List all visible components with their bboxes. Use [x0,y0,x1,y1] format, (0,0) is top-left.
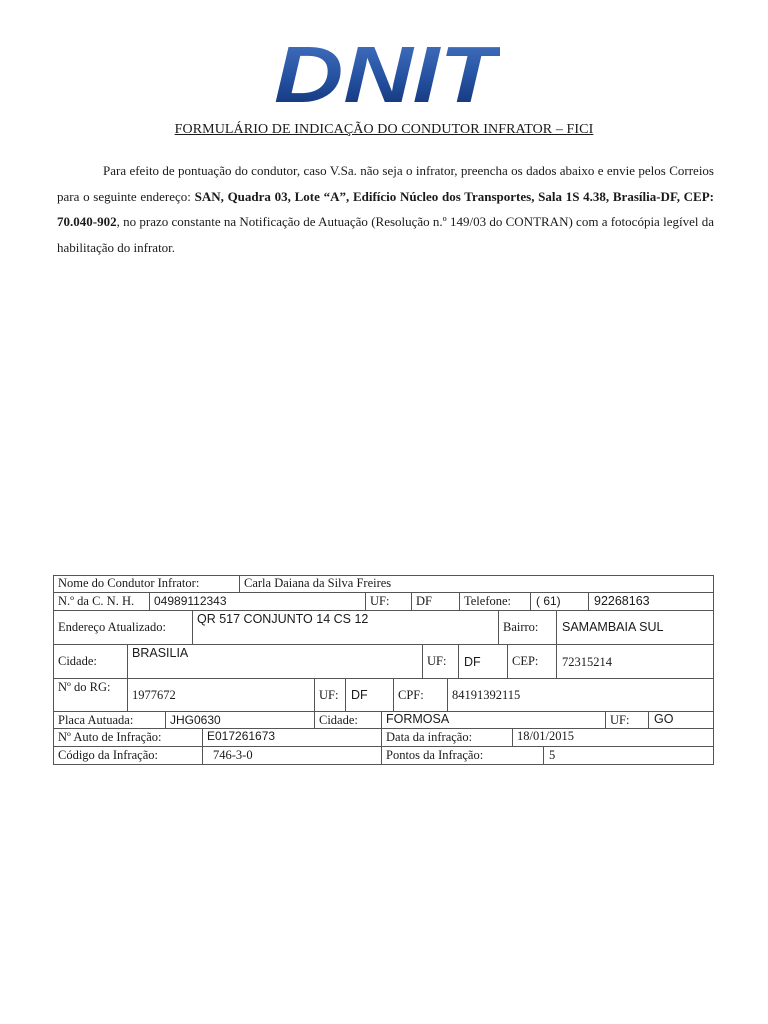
intro-text-2: , no prazo constante na Notificação de Autuação (Resolução n.º 149/03 do CONTRAN) com a fotocópia legível da habilitação do infrator. [57,214,714,255]
nome-field[interactable]: Carla Daiana da Silva Freires [244,576,392,590]
data-label: Data da infração: [386,730,473,744]
uf4-label: UF: [610,713,630,727]
pontos-field[interactable]: 5 [549,748,556,762]
uf1-label: UF: [370,594,390,608]
uf2-label: UF: [427,654,447,668]
telefone-label: Telefone: [464,594,512,608]
rg-field[interactable]: 1977672 [132,688,176,702]
intro-paragraph [57,158,714,260]
telefone-field[interactable]: 92268163 [594,594,650,608]
cpf-field[interactable]: 84191392115 [452,688,521,702]
endereco-field[interactable]: QR 517 CONJUNTO 14 CS 12 [197,612,369,626]
cep-field[interactable]: 72315214 [562,655,612,669]
cep-label: CEP: [512,654,539,668]
codigo-label: Código da Infração: [58,748,158,762]
endereco-label: Endereço Atualizado: [58,620,166,634]
uf3-label: UF: [319,688,339,702]
ddd-field[interactable]: ( 61) [536,594,561,608]
bairro-field[interactable]: SAMAMBAIA SUL [562,620,664,634]
nome-label: Nome do Condutor Infrator: [58,576,200,590]
pontos-label: Pontos da Infração: [386,748,484,762]
codigo-field[interactable]: 746-3-0 [213,748,253,762]
intro-address: SAN, Quadra 03, Lote “A”, Edifício Núcleo dos Transportes, Sala 1S 4.38, Brasília-DF, CEP: 70.040-902 [57,188,714,229]
data-field[interactable]: 18/01/2015 [517,729,574,743]
cidade2-field[interactable]: FORMOSA [386,712,450,726]
uf1-field[interactable]: DF [416,594,432,608]
cidade-field[interactable]: BRASILIA [132,646,189,660]
dnit-logo [272,38,500,108]
placa-field[interactable]: JHG0630 [170,713,221,727]
uf4-field[interactable]: GO [654,712,674,726]
intro-text-1: Para efeito de pontuação do condutor, caso V.Sa. não seja o infrator, preencha os dados abaixo e envie pelos Correios para o seguinte endereço: [57,163,714,204]
uf3-field[interactable]: DF [351,688,368,702]
cnh-label: N.º da C. N. H. [58,594,135,608]
page-title: FORMULÁRIO DE INDICAÇÃO DO CONDUTOR INFRATOR – FICI [174,122,594,137]
auto-label: Nº Auto de Infração: [58,730,162,744]
uf2-field[interactable]: DF [464,655,481,669]
bairro-label: Bairro: [503,620,539,634]
auto-field[interactable]: E017261673 [207,729,276,743]
cidade-label: Cidade: [58,654,97,668]
placa-label: Placa Autuada: [58,713,134,727]
cidade2-label: Cidade: [319,713,358,727]
cnh-field[interactable]: 04989112343 [154,594,227,608]
cpf-label: CPF: [398,688,424,702]
logo-text: DNIT [274,38,500,108]
rg-label: Nº do RG: [58,680,111,694]
